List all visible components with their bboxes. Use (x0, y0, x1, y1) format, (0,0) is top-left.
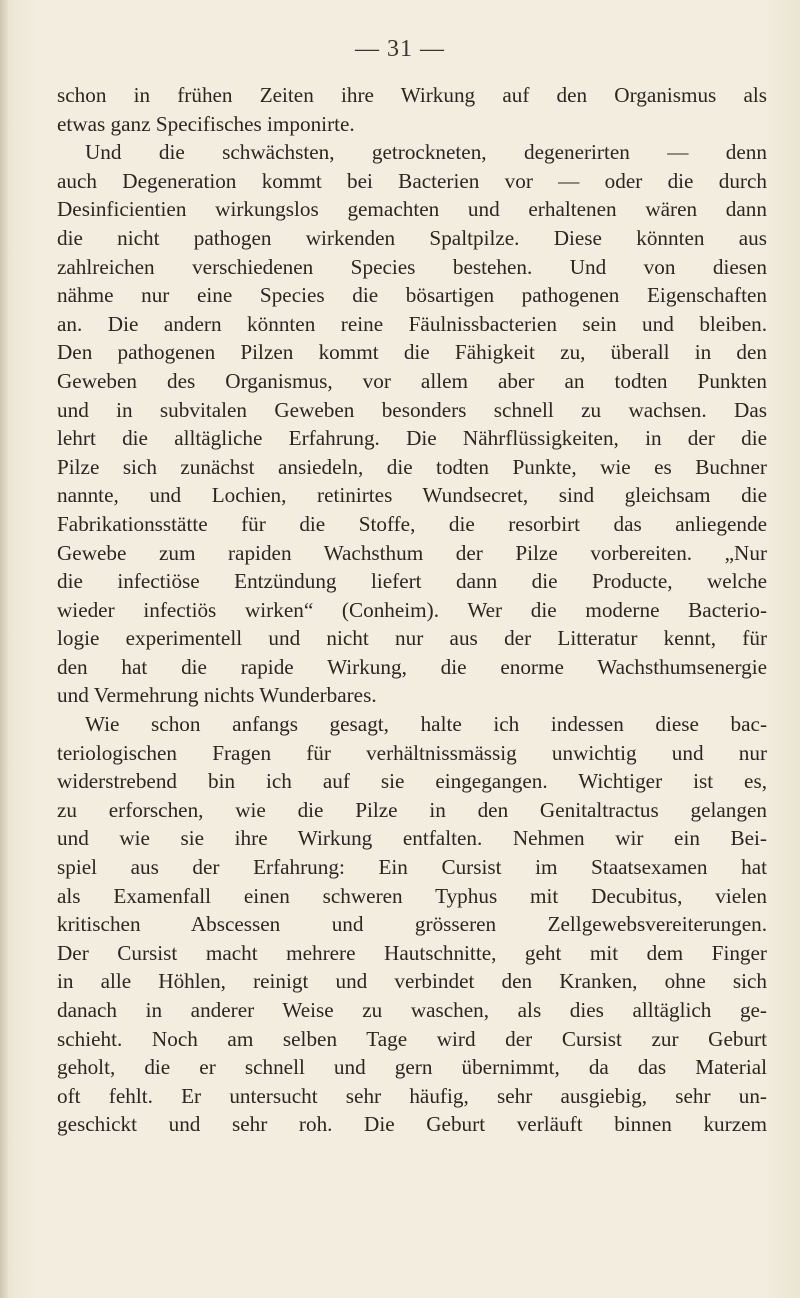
text-line: etwas ganz Specifisches imponirte. (57, 111, 355, 136)
text-line: Den pathogenen Pilzen kommt die Fähigkeit zu, überall in den (57, 340, 767, 365)
page-number: — 31 — (355, 36, 445, 62)
text-line: in alle Höhlen, reinigt und verbindet den Kranken, ohne sich (57, 969, 767, 994)
text-line: schon in frühen Zeiten ihre Wirkung auf den Organismus als (57, 83, 767, 107)
text-line: Gewebe zum rapiden Wachsthum der Pilze vorbereiten. „Nur (57, 540, 767, 565)
text-line: teriologischen Fragen für verhältnissmässig unwichtig und nur (57, 740, 767, 765)
text-line: Fabrikationsstätte für die Stoffe, die resorbirt das anliegende (57, 511, 767, 536)
text-line: als Examenfall einen schweren Typhus mit Decubitus, vielen (57, 883, 767, 908)
text-line: nannte, und Lochien, retinirtes Wundsecret, sind gleichsam die (57, 483, 767, 508)
text-line: geschickt und sehr roh. Die Geburt verläuft binnen kurzem (57, 1112, 767, 1137)
text-line: schieht. Noch am selben Tage wird der Cursist zur Geburt (57, 1026, 767, 1051)
text-line: wieder infectiös wirken“ (Conheim). Wer die moderne Bacterio- (57, 597, 767, 622)
text-line: und Vermehrung nichts Wunderbares. (57, 683, 377, 708)
body-text (57, 81, 767, 1139)
text-line: danach in anderer Weise zu waschen, als dies alltäglich ge- (57, 998, 767, 1022)
text-line: an. Die andern könnten reine Fäulnissbacterien sein und bleiben. (57, 311, 767, 336)
text-line: zahlreichen verschiedenen Species bestehen. Und von diesen (57, 254, 767, 279)
text-line: kritischen Abscessen und grösseren Zellgewebsvereiterungen. (57, 912, 767, 937)
text-line: spiel aus der Erfahrung: Ein Cursist im Staatsexamen hat (57, 855, 767, 880)
text-line: logie experimentell und nicht nur aus der Litteratur kennt, für (57, 626, 767, 651)
text-line: Geweben des Organismus, vor allem aber an todten Punkten (57, 368, 767, 393)
text-line: die infectiöse Entzündung liefert dann die Producte, welche (57, 569, 767, 594)
text-line: zu erforschen, wie die Pilze in den Genitaltractus gelangen (57, 797, 767, 822)
text-line: Wie schon anfangs gesagt, halte ich indessen diese bac- (85, 712, 767, 737)
text-line: oft fehlt. Er untersucht sehr häufig, sehr ausgiebig, sehr un- (57, 1083, 767, 1108)
text-line: Der Cursist macht mehrere Hautschnitte, geht mit dem Finger (57, 940, 767, 965)
text-line: und in subvitalen Geweben besonders schnell zu wachsen. Das (57, 397, 767, 422)
text-line: Und die schwächsten, getrockneten, degenerirten — denn (85, 140, 767, 165)
text-line: widerstrebend bin ich auf sie eingegangen. Wichtiger ist es, (57, 769, 767, 794)
text-line: Pilze sich zunächst ansiedeln, die todten Punkte, wie es Buchner (57, 454, 767, 479)
text-line: Desinficientien wirkungslos gemachten und erhaltenen wären dann (57, 197, 767, 222)
text-line: die nicht pathogen wirkenden Spaltpilze. Diese könnten aus (57, 225, 767, 250)
text-line: auch Degeneration kommt bei Bacterien vor — oder die durch (57, 168, 767, 193)
text-line: den hat die rapide Wirkung, die enorme Wachsthumsenergie (57, 654, 767, 679)
text-line: nähme nur eine Species die bösartigen pathogenen Eigenschaften (57, 283, 767, 308)
text-line: lehrt die alltägliche Erfahrung. Die Nährflüssigkeiten, in der die (57, 426, 767, 451)
binding-edge (0, 0, 8, 1298)
text-line: geholt, die er schnell und gern übernimmt, da das Material (57, 1055, 767, 1080)
text-line: und wie sie ihre Wirkung entfalten. Nehmen wir ein Bei- (57, 826, 767, 851)
